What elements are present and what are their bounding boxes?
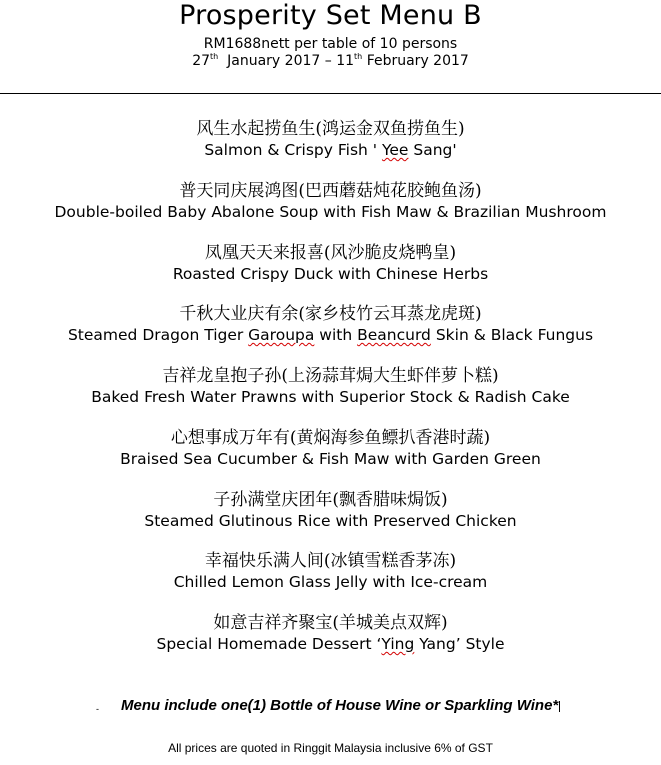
spellcheck-word: Ying [381,635,415,653]
en-text-end: Skin & Black Fungus [430,326,594,344]
course-chinese-name: 风生水起捞鱼生(鸿运金双鱼捞鱼生) [196,119,465,139]
course-english-name: Roasted Crispy Duck with Chinese Herbs [172,265,489,283]
en-text: Special Homemade Dessert ‘ [156,635,382,653]
course-english-name [0,140,661,160]
course-7 [0,489,661,531]
gst-footer: All prices are quoted in Ringgit Malaysia inclusive 6% of GST [168,741,493,755]
note-bullet: - [96,704,99,714]
note-text: Menu include one(1) Bottle of House Wine or Sparkling Wine* [121,697,559,714]
en-text: Steamed Dragon Tiger [67,326,249,344]
course-6 [0,427,661,469]
start-day-suffix: th [210,52,219,61]
course-4 [0,303,661,345]
course-english-name [0,634,661,654]
en-text-mid: with [314,326,358,344]
course-3 [0,242,661,284]
en-text: Salmon & Crispy Fish ' [204,141,382,159]
course-english-name [0,325,661,345]
end-rest: February 2017 [366,53,469,69]
en-text-end: Yang’ Style [414,635,505,653]
course-english-name: Steamed Glutinous Rice with Preserved Chicken [144,512,517,530]
course-english-name: Double-boiled Baby Abalone Soup with Fish Maw & Brazilian Mushroom [54,203,607,221]
course-chinese-name: 如意吉祥齐聚宝(羊城美点双辉) [213,613,448,633]
course-chinese-name: 心想事成万年有(黄焖海参鱼鳔扒香港时蔬) [170,428,491,448]
price-line: RM1688nett per table of 10 persons [203,36,458,52]
course-chinese-name: 幸福快乐满人间(冰镇雪糕香茅冻) [204,551,457,571]
menu-title: Prosperity Set Menu B [179,0,482,31]
start-rest: January 2017 – 11 [227,53,355,69]
course-chinese-name: 千秋大业庆有余(家乡枝竹云耳蒸龙虎斑) [179,304,482,324]
header-divider [0,93,661,94]
course-1 [0,118,661,160]
course-chinese-name: 凤凰天天来报喜(风沙脆皮烧鸭皇) [204,243,457,263]
promo-dates [0,52,661,70]
start-day: 27 [192,53,211,69]
spellcheck-word: Yee [381,141,409,159]
course-english-name: Braised Sea Cucumber & Fish Maw with Garden Green [120,450,541,468]
course-9 [0,612,661,654]
course-chinese-name: 吉祥龙皇抱子孙(上汤蒜茸焗大生虾伴萝卜糕) [162,366,499,386]
spellcheck-word-2: Beancurd [357,326,431,344]
course-2 [0,180,661,222]
course-5 [0,365,661,407]
course-english-name: Chilled Lemon Glass Jelly with Ice-cream [173,573,488,591]
en-text-end: Sang' [408,141,457,159]
spellcheck-word: Garoupa [248,326,315,344]
course-chinese-name: 普天同庆展鸿图(巴西蘑菇炖花胶鲍鱼汤) [179,181,482,201]
text-cursor [559,701,560,712]
course-english-name: Baked Fresh Water Prawns with Superior Stock & Radish Cake [91,388,570,406]
course-chinese-name: 子孙满堂庆团年(飘香腊味焗饭) [213,490,448,510]
course-8 [0,550,661,592]
end-day-suffix: th [354,52,363,61]
